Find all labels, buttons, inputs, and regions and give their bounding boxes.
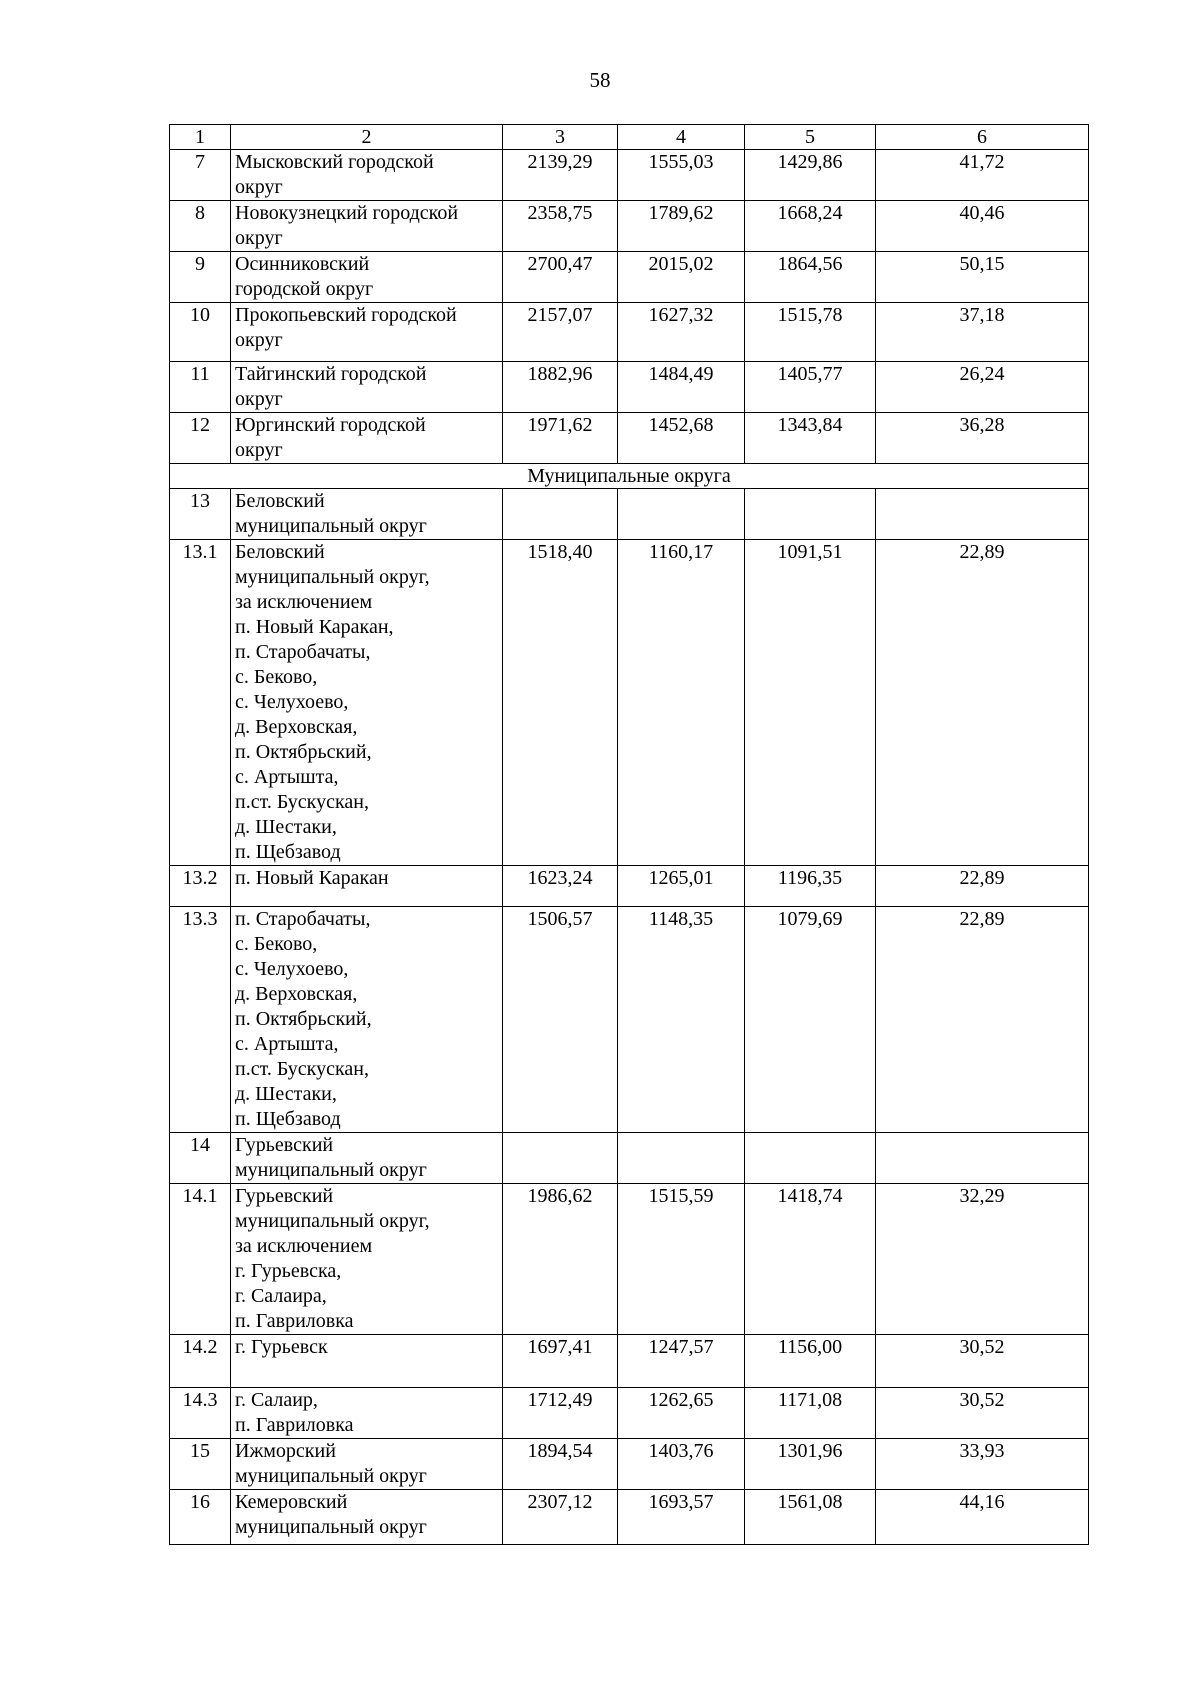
territory-name-line: п.ст. Бускускан,: [235, 1058, 369, 1080]
value-col-6-cell: 37,18: [876, 303, 1089, 362]
territory-name-line: д. Верховская,: [235, 716, 358, 738]
value-col-4-cell: 1148,35: [618, 907, 745, 1133]
value-col-5-cell: 1864,56: [745, 252, 876, 303]
value-col-4-cell: 1555,03: [618, 150, 745, 201]
territory-name-cell: [231, 303, 503, 362]
territory-name-line: Кемеровский: [235, 1491, 348, 1513]
header-cell-1: 1: [170, 125, 231, 150]
territory-name-line: за исключением: [235, 591, 373, 613]
territory-name-cell: [231, 907, 503, 1133]
value-col-3-cell: 1894,54: [503, 1439, 618, 1490]
row-number-cell: 14.3: [170, 1388, 231, 1439]
territory-name-line: Ижморский: [235, 1440, 336, 1462]
row-number-cell: 13.3: [170, 907, 231, 1133]
territory-name-line: Гурьевский: [235, 1185, 334, 1207]
value-col-4-cell: 1160,17: [618, 540, 745, 866]
territory-name-line: городской округ: [235, 278, 374, 300]
value-col-4-cell: 1484,49: [618, 362, 745, 413]
territory-name-line: Беловский: [235, 490, 325, 512]
value-col-6-cell: 36,28: [876, 413, 1089, 464]
header-cell-2: 2: [231, 125, 503, 150]
value-col-4-cell: 1627,32: [618, 303, 745, 362]
table-row: [170, 540, 1089, 866]
header-cell-6: 6: [876, 125, 1089, 150]
territory-name-line: Новокузнецкий городской: [235, 202, 459, 224]
value-col-5-cell: [745, 1133, 876, 1184]
territory-name-line: г. Гурьевск: [235, 1336, 328, 1358]
table-row: [170, 489, 1089, 540]
value-col-3-cell: 1882,96: [503, 362, 618, 413]
territory-name-line: Осинниковский: [235, 253, 370, 275]
territory-name-line: д. Шестаки,: [235, 816, 337, 838]
territory-name-line: п. Новый Каракан: [235, 867, 389, 889]
table-row: [170, 866, 1089, 907]
value-col-3-cell: 2157,07: [503, 303, 618, 362]
value-col-3-cell: 1518,40: [503, 540, 618, 866]
value-col-3-cell: 1971,62: [503, 413, 618, 464]
territory-name-line: п. Гавриловка: [235, 1310, 354, 1332]
row-number-cell: 13.2: [170, 866, 231, 907]
table-row: [170, 1184, 1089, 1335]
value-col-5-cell: 1196,35: [745, 866, 876, 907]
row-number-cell: 10: [170, 303, 231, 362]
territory-name-line: с. Артышта,: [235, 1033, 339, 1055]
territory-name-line: с. Челухоево,: [235, 958, 349, 980]
territory-name-cell: [231, 252, 503, 303]
value-col-4-cell: 1262,65: [618, 1388, 745, 1439]
value-col-4-cell: 1247,57: [618, 1335, 745, 1388]
value-col-3-cell: [503, 1133, 618, 1184]
territory-name-line: округ: [235, 439, 283, 461]
value-col-4-cell: [618, 489, 745, 540]
row-number-cell: 9: [170, 252, 231, 303]
row-number-cell: 8: [170, 201, 231, 252]
territory-name-line: п. Октябрьский,: [235, 741, 372, 763]
territory-name-cell: [231, 1335, 503, 1388]
value-col-3-cell: 1506,57: [503, 907, 618, 1133]
territory-name-line: п. Старобачаты,: [235, 908, 371, 930]
row-number-cell: 13.1: [170, 540, 231, 866]
territory-name-cell: [231, 1184, 503, 1335]
value-col-6-cell: 22,89: [876, 540, 1089, 866]
territory-name-line: Тайгинский городской: [235, 363, 427, 385]
value-col-5-cell: 1668,24: [745, 201, 876, 252]
section-title: Муниципальные округа: [170, 464, 1089, 489]
value-col-5-cell: [745, 489, 876, 540]
value-col-3-cell: 1623,24: [503, 866, 618, 907]
value-col-3-cell: 2700,47: [503, 252, 618, 303]
value-col-3-cell: [503, 489, 618, 540]
row-number-cell: 15: [170, 1439, 231, 1490]
value-col-5-cell: 1171,08: [745, 1388, 876, 1439]
territory-name-line: г. Гурьевска,: [235, 1260, 342, 1282]
value-col-4-cell: 1789,62: [618, 201, 745, 252]
territory-name-line: п. Щебзавод: [235, 841, 341, 863]
territory-name-line: д. Верховская,: [235, 983, 358, 1005]
table-row: [170, 1335, 1089, 1388]
section-header-row: [170, 464, 1089, 489]
value-col-4-cell: 1265,01: [618, 866, 745, 907]
table-row: [170, 150, 1089, 201]
value-col-6-cell: 41,72: [876, 150, 1089, 201]
value-col-6-cell: 44,16: [876, 1490, 1089, 1545]
territory-name-cell: [231, 1133, 503, 1184]
territory-name-line: п. Новый Каракан,: [235, 616, 394, 638]
value-col-4-cell: 1452,68: [618, 413, 745, 464]
territory-name-line: с. Артышта,: [235, 766, 339, 788]
value-col-6-cell: 32,29: [876, 1184, 1089, 1335]
value-col-4-cell: 1515,59: [618, 1184, 745, 1335]
territory-name-cell: [231, 201, 503, 252]
territory-name-line: п. Старобачаты,: [235, 641, 371, 663]
value-col-4-cell: 1693,57: [618, 1490, 745, 1545]
territory-name-line: муниципальный округ,: [235, 566, 430, 588]
page-number: 58: [589, 68, 611, 92]
row-number-cell: 14.2: [170, 1335, 231, 1388]
table-row: [170, 1490, 1089, 1545]
row-number-cell: 14: [170, 1133, 231, 1184]
row-number-cell: 14.1: [170, 1184, 231, 1335]
value-col-6-cell: 33,93: [876, 1439, 1089, 1490]
territory-name-cell: [231, 150, 503, 201]
table-row: [170, 1439, 1089, 1490]
table-row: [170, 1133, 1089, 1184]
territory-name-line: Гурьевский: [235, 1134, 334, 1156]
value-col-5-cell: 1561,08: [745, 1490, 876, 1545]
territory-name-cell: [231, 1439, 503, 1490]
territory-name-line: Прокопьевский городской: [235, 304, 457, 326]
value-col-4-cell: 1403,76: [618, 1439, 745, 1490]
territory-name-line: муниципальный округ: [235, 515, 427, 537]
header-cell-4: 4: [618, 125, 745, 150]
table-row: [170, 413, 1089, 464]
value-col-3-cell: 2307,12: [503, 1490, 618, 1545]
value-col-6-cell: 30,52: [876, 1335, 1089, 1388]
header-cell-5: 5: [745, 125, 876, 150]
row-number-cell: 7: [170, 150, 231, 201]
territory-name-line: г. Салаира,: [235, 1285, 327, 1307]
table-row: [170, 362, 1089, 413]
territory-name-line: п. Щебзавод: [235, 1108, 341, 1130]
territory-name-line: за исключением: [235, 1235, 373, 1257]
value-col-3-cell: 1712,49: [503, 1388, 618, 1439]
territory-name-cell: [231, 413, 503, 464]
value-col-5-cell: 1091,51: [745, 540, 876, 866]
territory-name-line: с. Беково,: [235, 933, 318, 955]
territory-name-line: Мысковский городской: [235, 151, 434, 173]
territory-name-line: муниципальный округ: [235, 1159, 427, 1181]
value-col-3-cell: 1697,41: [503, 1335, 618, 1388]
value-col-6-cell: [876, 1133, 1089, 1184]
territory-name-line: с. Беково,: [235, 666, 318, 688]
header-row: [170, 125, 1089, 150]
territory-name-line: муниципальный округ: [235, 1465, 427, 1487]
value-col-5-cell: 1156,00: [745, 1335, 876, 1388]
territory-name-cell: [231, 540, 503, 866]
value-col-6-cell: 30,52: [876, 1388, 1089, 1439]
row-number-cell: 16: [170, 1490, 231, 1545]
territory-name-cell: [231, 866, 503, 907]
territory-name-line: п.ст. Бускускан,: [235, 791, 369, 813]
value-col-3-cell: 2139,29: [503, 150, 618, 201]
value-col-6-cell: 26,24: [876, 362, 1089, 413]
value-col-3-cell: 2358,75: [503, 201, 618, 252]
row-number-cell: 13: [170, 489, 231, 540]
territory-name-line: округ: [235, 176, 283, 198]
value-col-6-cell: 40,46: [876, 201, 1089, 252]
row-number-cell: 12: [170, 413, 231, 464]
value-col-5-cell: 1301,96: [745, 1439, 876, 1490]
value-col-5-cell: 1418,74: [745, 1184, 876, 1335]
value-col-5-cell: 1079,69: [745, 907, 876, 1133]
territory-name-line: округ: [235, 329, 283, 351]
territory-name-line: д. Шестаки,: [235, 1083, 337, 1105]
value-col-6-cell: 50,15: [876, 252, 1089, 303]
value-col-6-cell: 22,89: [876, 866, 1089, 907]
territory-name-cell: [231, 362, 503, 413]
table-row: [170, 252, 1089, 303]
value-col-4-cell: [618, 1133, 745, 1184]
territory-name-line: п. Гавриловка: [235, 1414, 354, 1436]
territory-name-line: округ: [235, 388, 283, 410]
row-number-cell: 11: [170, 362, 231, 413]
territory-name-cell: [231, 489, 503, 540]
value-col-5-cell: 1343,84: [745, 413, 876, 464]
tariff-table: [169, 124, 1089, 1545]
value-col-3-cell: 1986,62: [503, 1184, 618, 1335]
value-col-4-cell: 2015,02: [618, 252, 745, 303]
territory-name-line: Юргинский городской: [235, 414, 426, 436]
territory-name-line: округ: [235, 227, 283, 249]
value-col-6-cell: [876, 489, 1089, 540]
territory-name-line: г. Салаир,: [235, 1389, 318, 1411]
territory-name-line: Беловский: [235, 541, 325, 563]
territory-name-cell: [231, 1490, 503, 1545]
territory-name-line: с. Челухоево,: [235, 691, 349, 713]
header-cell-3: 3: [503, 125, 618, 150]
table-row: [170, 201, 1089, 252]
value-col-5-cell: 1515,78: [745, 303, 876, 362]
territory-name-cell: [231, 1388, 503, 1439]
territory-name-line: муниципальный округ: [235, 1516, 427, 1538]
table-row: [170, 907, 1089, 1133]
table-row: [170, 303, 1089, 362]
table-row: [170, 1388, 1089, 1439]
territory-name-line: муниципальный округ,: [235, 1210, 430, 1232]
table-body: [170, 125, 1089, 1545]
value-col-5-cell: 1429,86: [745, 150, 876, 201]
territory-name-line: п. Октябрьский,: [235, 1008, 372, 1030]
value-col-6-cell: 22,89: [876, 907, 1089, 1133]
value-col-5-cell: 1405,77: [745, 362, 876, 413]
